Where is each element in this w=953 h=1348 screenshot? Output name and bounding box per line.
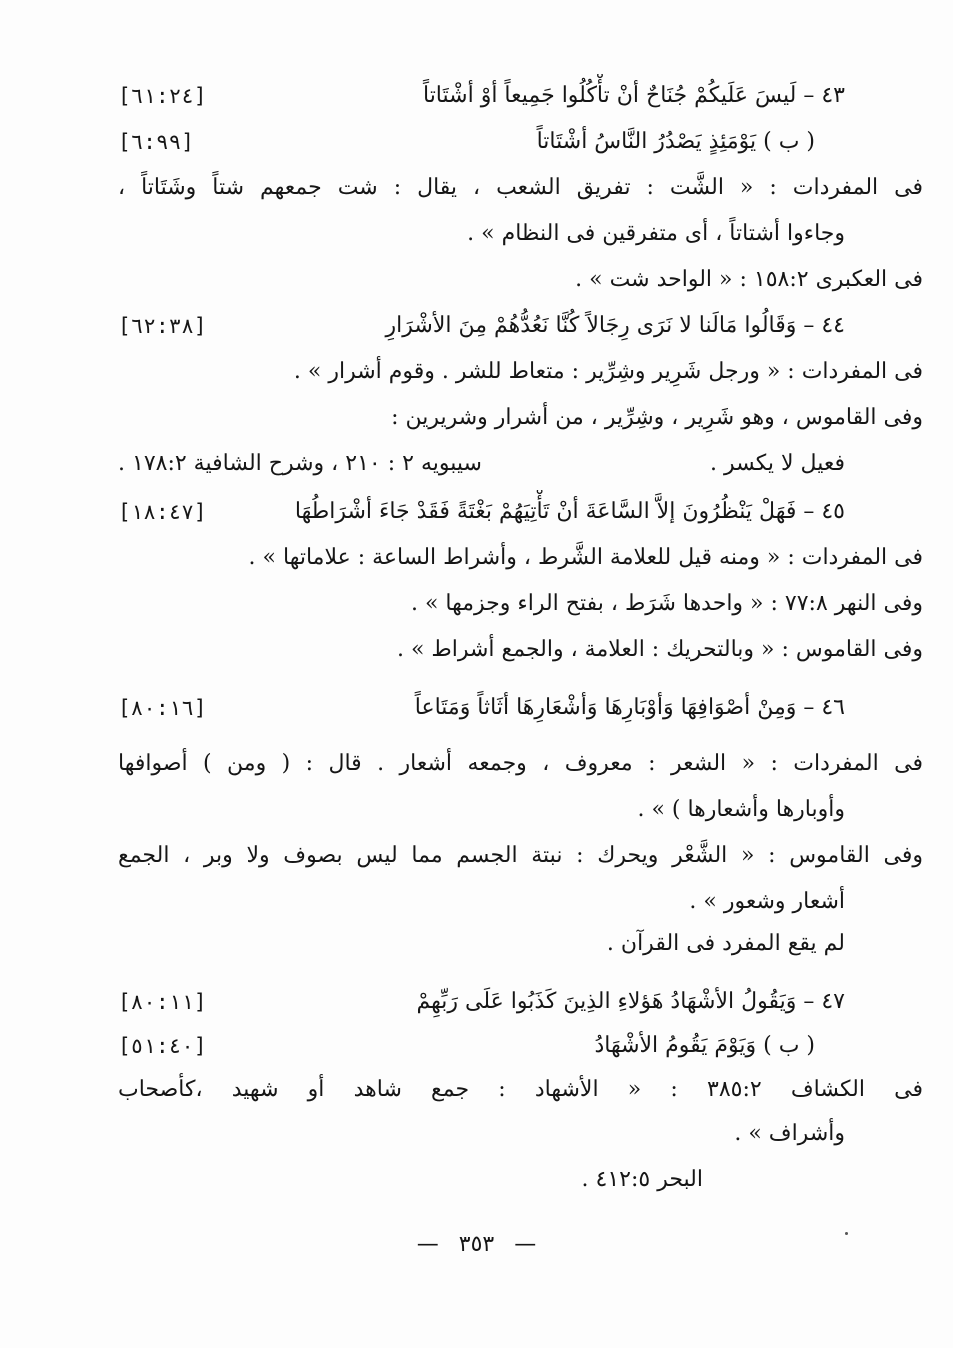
verse-reference: [٨٠:١٦] <box>118 696 207 720</box>
verse-text: ( ب ) وَيَوْمَ يَقُومُ الأشْهَادُ <box>594 1033 815 1058</box>
verse-43 <box>118 74 845 118</box>
verse-text: ٤٣ – لَيسَ عَلَيكُمْ جُنَاحٌ أنْ تأْكُلُوا جَمِيعاً أوْ أشْتَاتاً <box>422 83 845 108</box>
verse-reference: [٦٢:٣٨] <box>118 314 207 338</box>
commentary-line: فى العكبرى ١٥٨:٢ : « الواحد شت » . <box>575 267 923 292</box>
commentary-source: سيبويه ٢ : ٢١٠ ، وشرح الشافية ١٧٨:٢ . <box>118 451 482 476</box>
page-number: — ٣٥٣ — <box>416 1232 537 1257</box>
commentary-line: وأشراف » . <box>734 1121 845 1146</box>
verse-47 <box>118 980 845 1024</box>
commentary-line: أشعار وشعور » . <box>689 889 845 914</box>
commentary-line-split <box>118 442 845 486</box>
verse-46 <box>118 686 845 730</box>
commentary-line: فى المفردات : « ومنه قيل للعلامة الشَّرط ، وأشراط الساعة : علاماتها » . <box>248 545 923 570</box>
commentary-line: وفى القاموس ، وهو شَرِير ، وشِرِّير ، من أشرار وشريرين : <box>391 405 923 430</box>
verse-43-b <box>118 120 845 164</box>
verse-47-b <box>118 1024 845 1068</box>
verse-reference: [١٨:٤٧] <box>118 500 207 524</box>
verse-reference: [٦١:٢٤] <box>118 84 207 108</box>
verse-text: ٤٧ – وَيَقُولُ الأشْهَادُ هَؤلاءِ الذِينَ كَذَبُوا عَلَى رَبِّهِمْ <box>416 989 845 1014</box>
commentary-line: فى المفردات : « الشعر : معروف ، وجمعه أشعار . قال : ( ومن ) أصوافها <box>118 751 923 776</box>
commentary-line: وأوبارها وأشعارها ) » . <box>637 797 845 822</box>
verse-text: ( ب ) يَوْمَئِذٍ يَصْدُرُ النَّاسُ أشْتَاتاً <box>536 129 815 154</box>
commentary-line: وفى النهر ٧٧:٨ : « واحدها شَرَط ، بفتح الراء وجزمها » . <box>410 591 923 616</box>
verse-reference: [٨٠:١١] <box>118 990 207 1014</box>
verse-reference: [٥١:٤٠] <box>118 1034 207 1058</box>
commentary-line: وجاءوا أشتاتاً ، أى متفرقين فى النظام » . <box>467 221 845 246</box>
commentary-line: البحر ٤١٢:٥ . <box>581 1167 703 1192</box>
commentary-line: فى الكشاف ٣٨٥:٢ : « الأشهاد : جمع شاهد أو شهيد ،كأصحاب <box>118 1077 923 1102</box>
commentary-line: وفى القاموس : « وبالتحريك : العلامة ، والجمع أشراط » . <box>396 637 923 662</box>
commentary-line: فى المفردات : « ورجل شَرِير وشِرِّير : متعاط للشر . وقوم أشرار » . <box>293 359 923 384</box>
verse-text: ٤٦ – وَمِنْ أصْوَافِهَا وَأوْبَارِهَا وَأشْعَارِهَا أثَاثاً وَمَتَاعاً <box>414 695 845 720</box>
commentary-line: لم يقع المفرد فى القرآن . <box>606 931 845 956</box>
verse-45 <box>118 490 845 534</box>
commentary-text: فعيل لا يكسر . <box>710 451 845 476</box>
verse-reference: [٦:٩٩] <box>118 130 194 154</box>
stray-mark <box>845 1232 848 1235</box>
verse-text: ٤٥ – فَهَلْ يَنْظُرُونَ إلاَّ السَّاعَةَ أنْ تَأْتِيَهُمْ بَغْتَةً فَقَدْ جَاءَ أشْرَاطُهَا <box>294 499 845 524</box>
verse-44 <box>118 304 845 348</box>
commentary-line: فى المفردات : « الشَّت : تفريق الشعب ، يقال : شت جمعهم شتاً وشَتَاتاً ، <box>118 175 923 200</box>
verse-text: ٤٤ – وَقَالُوا مَالَنا لا نَرَى رِجَالاً كُنَّا نَعُدُّهُمْ مِنَ الأشْرَارِ <box>385 313 845 338</box>
commentary-line: وفى القاموس : « الشَّعْر ويحرك : نبتة الجسم مما ليس بصوف ولا وبر ، الجمع <box>118 843 923 868</box>
page-number-value: ٣٥٣ <box>458 1232 495 1257</box>
